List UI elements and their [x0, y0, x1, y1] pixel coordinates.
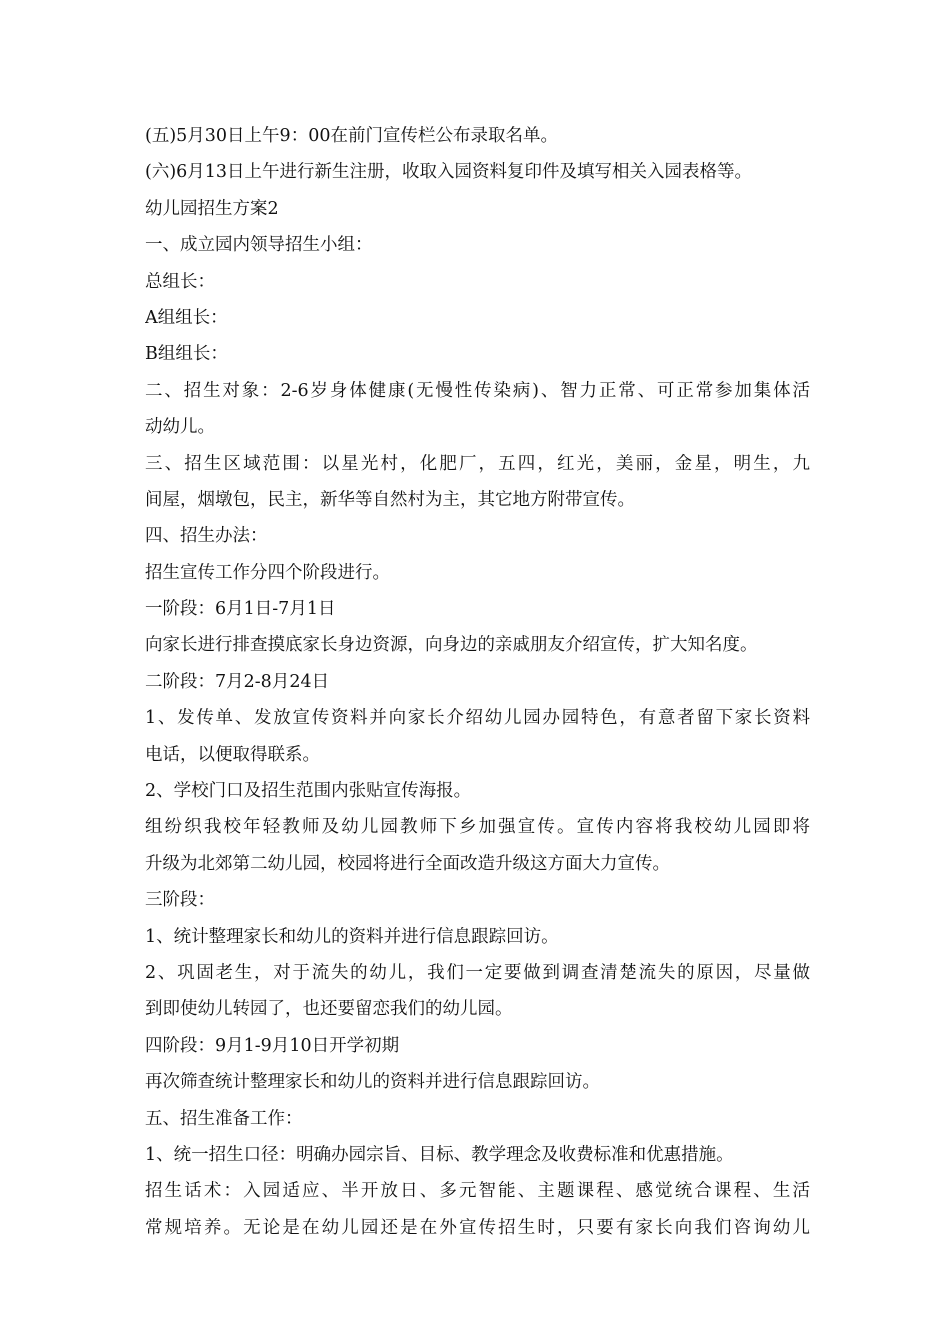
text-line: 1、发传单、发放宣传资料并向家长介绍幼儿园办园特色，有意者留下家长资料 [145, 708, 810, 729]
text-line: 三、招生区域范围：以星光村，化肥厂，五四，红光，美丽，金星，明生，九 [145, 453, 810, 474]
text-line: (六)6月13日上午进行新生注册，收取入园资料复印件及填写相关入园表格等。 [145, 162, 753, 183]
text-line: 动幼儿。 [145, 417, 215, 438]
heading-line: 四、招生办法： [145, 526, 268, 547]
text-line: 向家长进行排查摸底家长身边资源，向身边的亲戚朋友介绍宣传，扩大知名度。 [145, 635, 758, 656]
text-line: 四阶段：9月1-9月10日开学初期 [145, 1035, 400, 1056]
text-line: 招生话术：入园适应、半开放日、多元智能、主题课程、感觉统合课程、生活 [145, 1181, 810, 1202]
text-line: 升级为北郊第二幼儿园，校园将进行全面改造升级这方面大力宣传。 [145, 853, 670, 874]
text-line: 一阶段：6月1日-7月1日 [145, 599, 336, 620]
text-line: 常规培养。无论是在幼儿园还是在外宣传招生时，只要有家长向我们咨询幼儿 [145, 1217, 810, 1238]
text-line: 二、招生对象：2-6岁身体健康(无慢性传染病)、智力正常、可正常参加集体活 [145, 380, 810, 401]
text-line: 总组长： [145, 271, 215, 292]
text-line: 组纷织我校年轻教师及幼儿园教师下乡加强宣传。宣传内容将我校幼儿园即将 [145, 817, 810, 838]
heading-line: 五、招生准备工作： [145, 1108, 303, 1129]
heading-line: 一、成立园内领导招生小组： [145, 235, 373, 256]
text-line: 招生宣传工作分四个阶段进行。 [145, 562, 390, 583]
text-line: 间屋，烟墩包，民主，新华等自然村为主，其它地方附带宣传。 [145, 489, 635, 510]
text-line: 1、统计整理家长和幼儿的资料并进行信息跟踪回访。 [145, 926, 559, 947]
text-line: 到即使幼儿转园了，也还要留恋我们的幼儿园。 [145, 999, 513, 1020]
document-body [145, 118, 810, 1246]
section-title: 幼儿园招生方案2 [145, 198, 279, 219]
text-line: A组组长： [145, 307, 228, 328]
text-line: B组组长： [145, 344, 228, 365]
text-line: 三阶段： [145, 890, 215, 911]
text-line: (五)5月30日上午9：00在前门宣传栏公布录取名单。 [145, 126, 558, 146]
text-line: 再次筛查统计整理家长和幼儿的资料并进行信息跟踪回访。 [145, 1072, 600, 1093]
text-line: 2、学校门口及招生范围内张贴宣传海报。 [145, 781, 472, 802]
text-line: 2、巩固老生，对于流失的幼儿，我们一定要做到调查清楚流失的原因，尽量做 [145, 962, 810, 983]
text-line: 1、统一招生口径：明确办园宗旨、目标、教学理念及收费标准和优惠措施。 [145, 1144, 734, 1165]
text-line: 二阶段：7月2-8月24日 [145, 671, 330, 692]
text-line: 电话，以便取得联系。 [145, 744, 320, 765]
